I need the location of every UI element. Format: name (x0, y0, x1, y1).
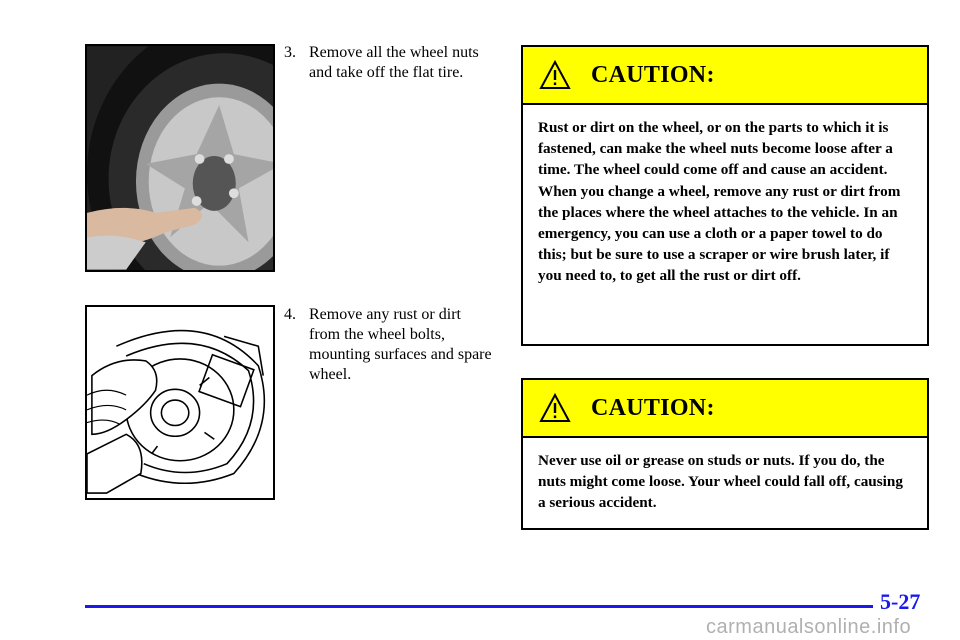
hub-cleaning-drawing (87, 307, 273, 498)
step-number: 4. (284, 306, 296, 323)
caution-text: Rust or dirt on the wheel, or on the parts to which it is fastened, can make the wheel nuts become loose after a time. The wheel could come off and cause an accident. When you change a wheel, remove any rust or dirt from the places where the wheel attaches to the vehicle. In an emergency, you can use a cloth or a paper towel to do this; but be sure to use a scraper or wire brush later, if you need to, to get all the rust or dirt off. (538, 119, 901, 285)
page-number: 5-27 (880, 589, 921, 614)
caution-title: CAUTION: (591, 61, 715, 88)
caution-header (523, 380, 927, 438)
step-text: Remove all the wheel nuts and take off the flat tire. (309, 44, 479, 81)
caution-header (523, 47, 927, 105)
caution-text: Never use oil or grease on studs or nuts. If you do, the nuts might come loose. Your wheel could fall off, causing a serious accident. (538, 452, 903, 512)
step-4 (284, 305, 494, 385)
caution-title: CAUTION: (591, 394, 715, 421)
warning-triangle-icon (539, 393, 571, 423)
caution-box-rust (521, 45, 929, 346)
step-3 (284, 43, 484, 83)
watermark: carmanualsonline.info (706, 616, 912, 638)
wheel-nut-removal-photo (85, 44, 275, 272)
wheel-nut-removal-illustration (87, 46, 273, 270)
step-text: Remove any rust or dirt from the wheel bolts, mounting surfaces and spare wheel. (309, 306, 492, 383)
footer-rule (85, 605, 873, 608)
caution-box-oil (521, 378, 929, 530)
step-number: 3. (284, 44, 296, 61)
hub-cleaning-illustration (85, 305, 275, 500)
warning-triangle-icon (539, 60, 571, 90)
